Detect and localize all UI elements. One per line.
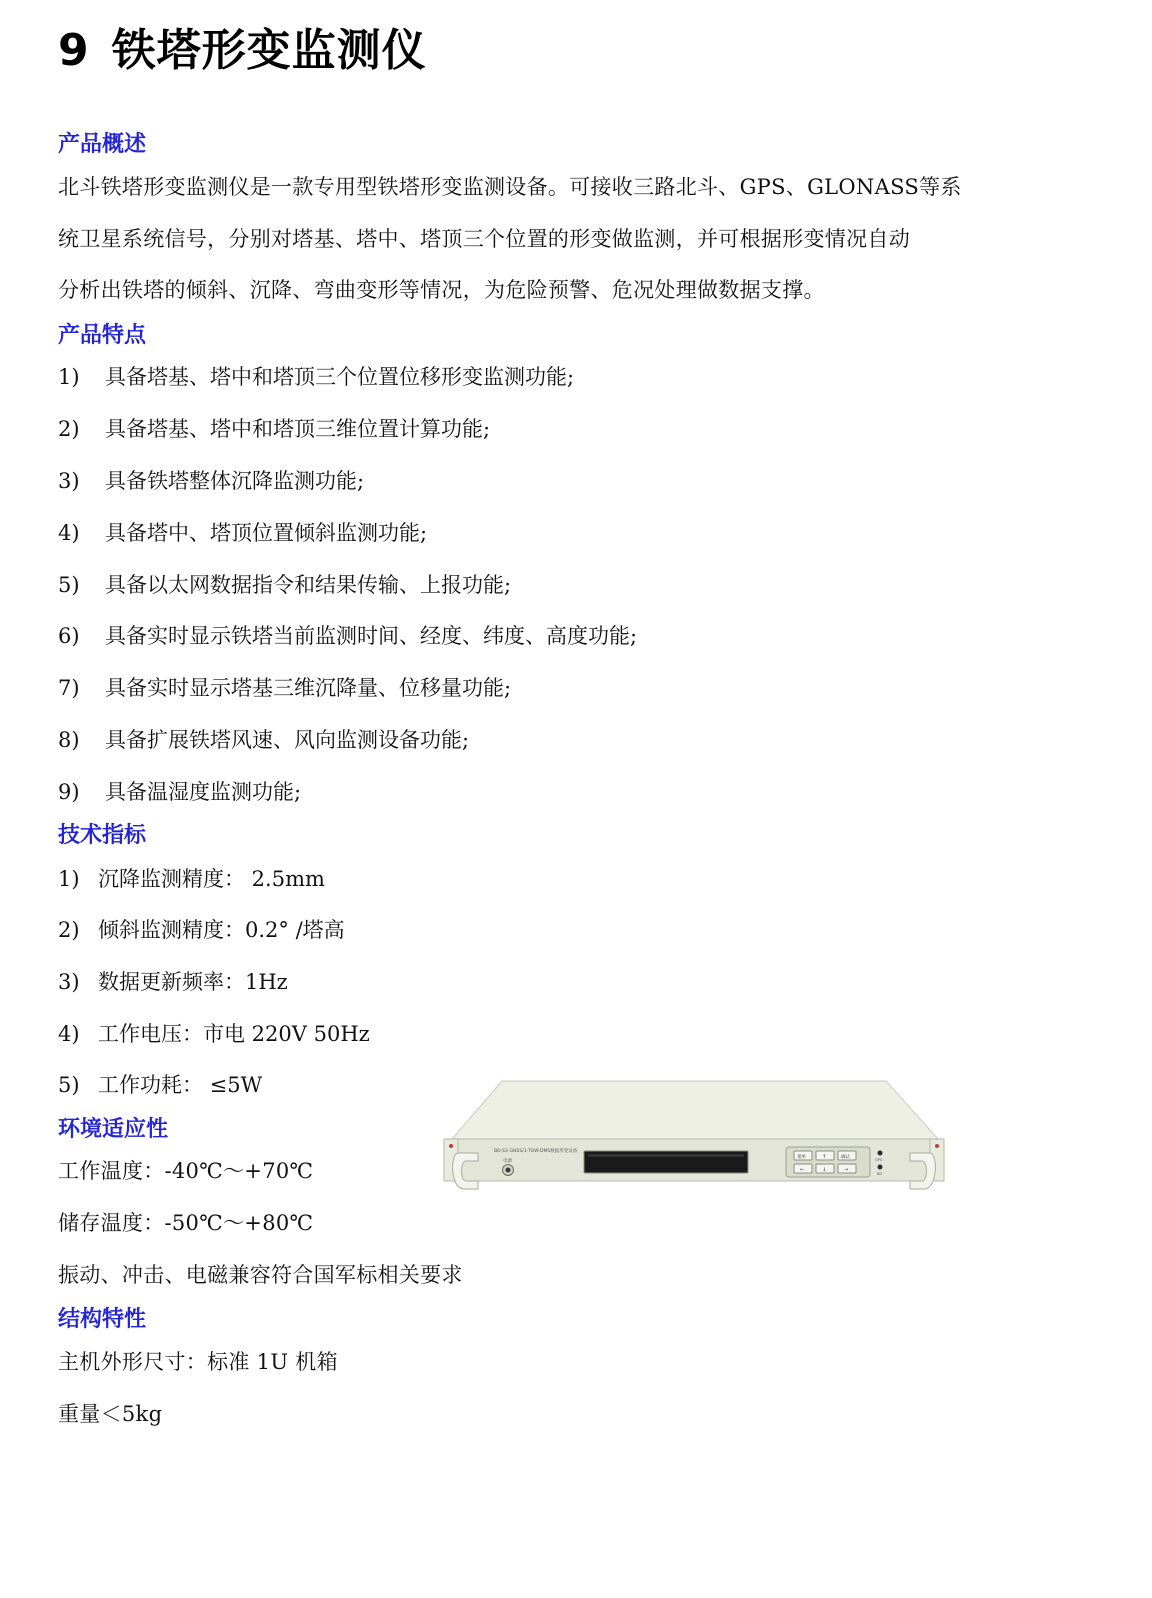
gps-indicator [878, 1151, 883, 1156]
feature-text: 具备塔基、塔中和塔顶三维位置计算功能; [105, 417, 491, 441]
feature-item [58, 517, 427, 547]
feature-item [58, 672, 511, 702]
structure-heading: 结构特性 [58, 1307, 147, 1332]
gps-indicator-label: GPS [875, 1158, 883, 1162]
feature-number: 6) [58, 624, 80, 648]
overview-line-1: 北斗铁塔形变监测仪是一款专用型铁塔形变监测设备。可接收三路北斗、GPS、GLONASS等系 [58, 175, 962, 199]
overview-line-3: 分析出铁塔的倾斜、沉降、弯曲变形等情况，为危险预警、危况处理做数据支撑。 [58, 278, 825, 302]
spec-text: 数据更新频率：1Hz [98, 970, 288, 994]
structure-line-2: 重量＜5kg [58, 1402, 163, 1426]
confirm-button-label: 确认 [841, 1155, 850, 1160]
feature-number: 5) [58, 573, 80, 597]
menu-button-label: 菜单 [797, 1155, 806, 1160]
specs-heading: 技术指标 [58, 823, 147, 848]
feature-number: 1) [58, 365, 80, 389]
spec-text: 工作电压：市电 220V 50Hz [98, 1022, 370, 1046]
up-button-label: ↑ [822, 1154, 827, 1160]
spec-number: 3) [58, 970, 80, 994]
spec-item [58, 1069, 262, 1099]
feature-text: 具备温湿度监测功能; [105, 780, 302, 804]
overview-line-2: 统卫星系统信号，分别对塔基、塔中、塔顶三个位置的形变做监测，并可根据形变情况自动 [58, 227, 910, 251]
feature-item [58, 569, 511, 599]
feature-number: 9) [58, 780, 80, 804]
feature-item [58, 776, 301, 806]
feature-number: 3) [58, 469, 80, 493]
section-title: 铁塔形变监测仪 [111, 25, 427, 76]
panel-label: BD-S3-GNSS/1-TOW-DMS数据形变设备 [494, 1149, 578, 1154]
environment-heading: 环境适应性 [58, 1117, 169, 1142]
feature-text: 具备以太网数据指令和结果传输、上报功能; [105, 573, 512, 597]
feature-number: 7) [58, 676, 80, 700]
feature-number: 4) [58, 521, 80, 545]
spec-item [58, 914, 345, 944]
bd-indicator-label: BD [877, 1172, 883, 1176]
spec-text: 工作功耗： ≤5W [98, 1073, 263, 1097]
feature-item [58, 465, 364, 495]
spec-number: 1) [58, 867, 80, 891]
structure-line-1: 主机外形尺寸：标准 1U 机箱 [58, 1350, 338, 1374]
feature-text: 具备实时显示铁塔当前监测时间、经度、纬度、高度功能; [105, 624, 638, 648]
spec-text: 沉降监测精度： 2.5mm [98, 867, 325, 891]
section-number: 9 [58, 25, 90, 76]
spec-item [58, 966, 288, 996]
spec-number: 5) [58, 1073, 80, 1097]
spec-text: 倾斜监测精度：0.2° /塔高 [98, 918, 345, 942]
feature-item [58, 413, 490, 443]
feature-number: 2) [58, 417, 80, 441]
chassis-top [452, 1081, 938, 1139]
feature-text: 具备塔中、塔顶位置倾斜监测功能; [105, 521, 428, 545]
feature-text: 具备扩展铁塔风速、风向监测设备功能; [105, 728, 470, 752]
bd-indicator [878, 1165, 883, 1170]
feature-number: 8) [58, 728, 80, 752]
right-button-label: → [844, 1167, 849, 1173]
device-photo [442, 1073, 946, 1199]
environment-line-2: 储存温度：-50℃～+80℃ [58, 1211, 314, 1235]
feature-text: 具备塔基、塔中和塔顶三个位置位移形变监测功能; [105, 365, 575, 389]
power-label: 电源 [503, 1159, 512, 1164]
feature-item [58, 724, 469, 754]
page-title [58, 14, 427, 78]
environment-line-1: 工作温度：-40℃～+70℃ [58, 1159, 314, 1183]
features-heading: 产品特点 [58, 323, 147, 348]
left-button-label: ← [800, 1167, 805, 1173]
spec-item [58, 1018, 370, 1048]
spec-item [58, 863, 325, 893]
down-button-label: ↓ [822, 1167, 827, 1173]
feature-text: 具备实时显示塔基三维沉降量、位移量功能; [105, 676, 512, 700]
spec-number: 4) [58, 1022, 80, 1046]
feature-text: 具备铁塔整体沉降监测功能; [105, 469, 365, 493]
feature-item [58, 620, 637, 650]
feature-item [58, 361, 574, 391]
spec-number: 2) [58, 918, 80, 942]
environment-line-3: 振动、冲击、电磁兼容符合国军标相关要求 [58, 1263, 463, 1287]
overview-heading: 产品概述 [58, 132, 147, 157]
